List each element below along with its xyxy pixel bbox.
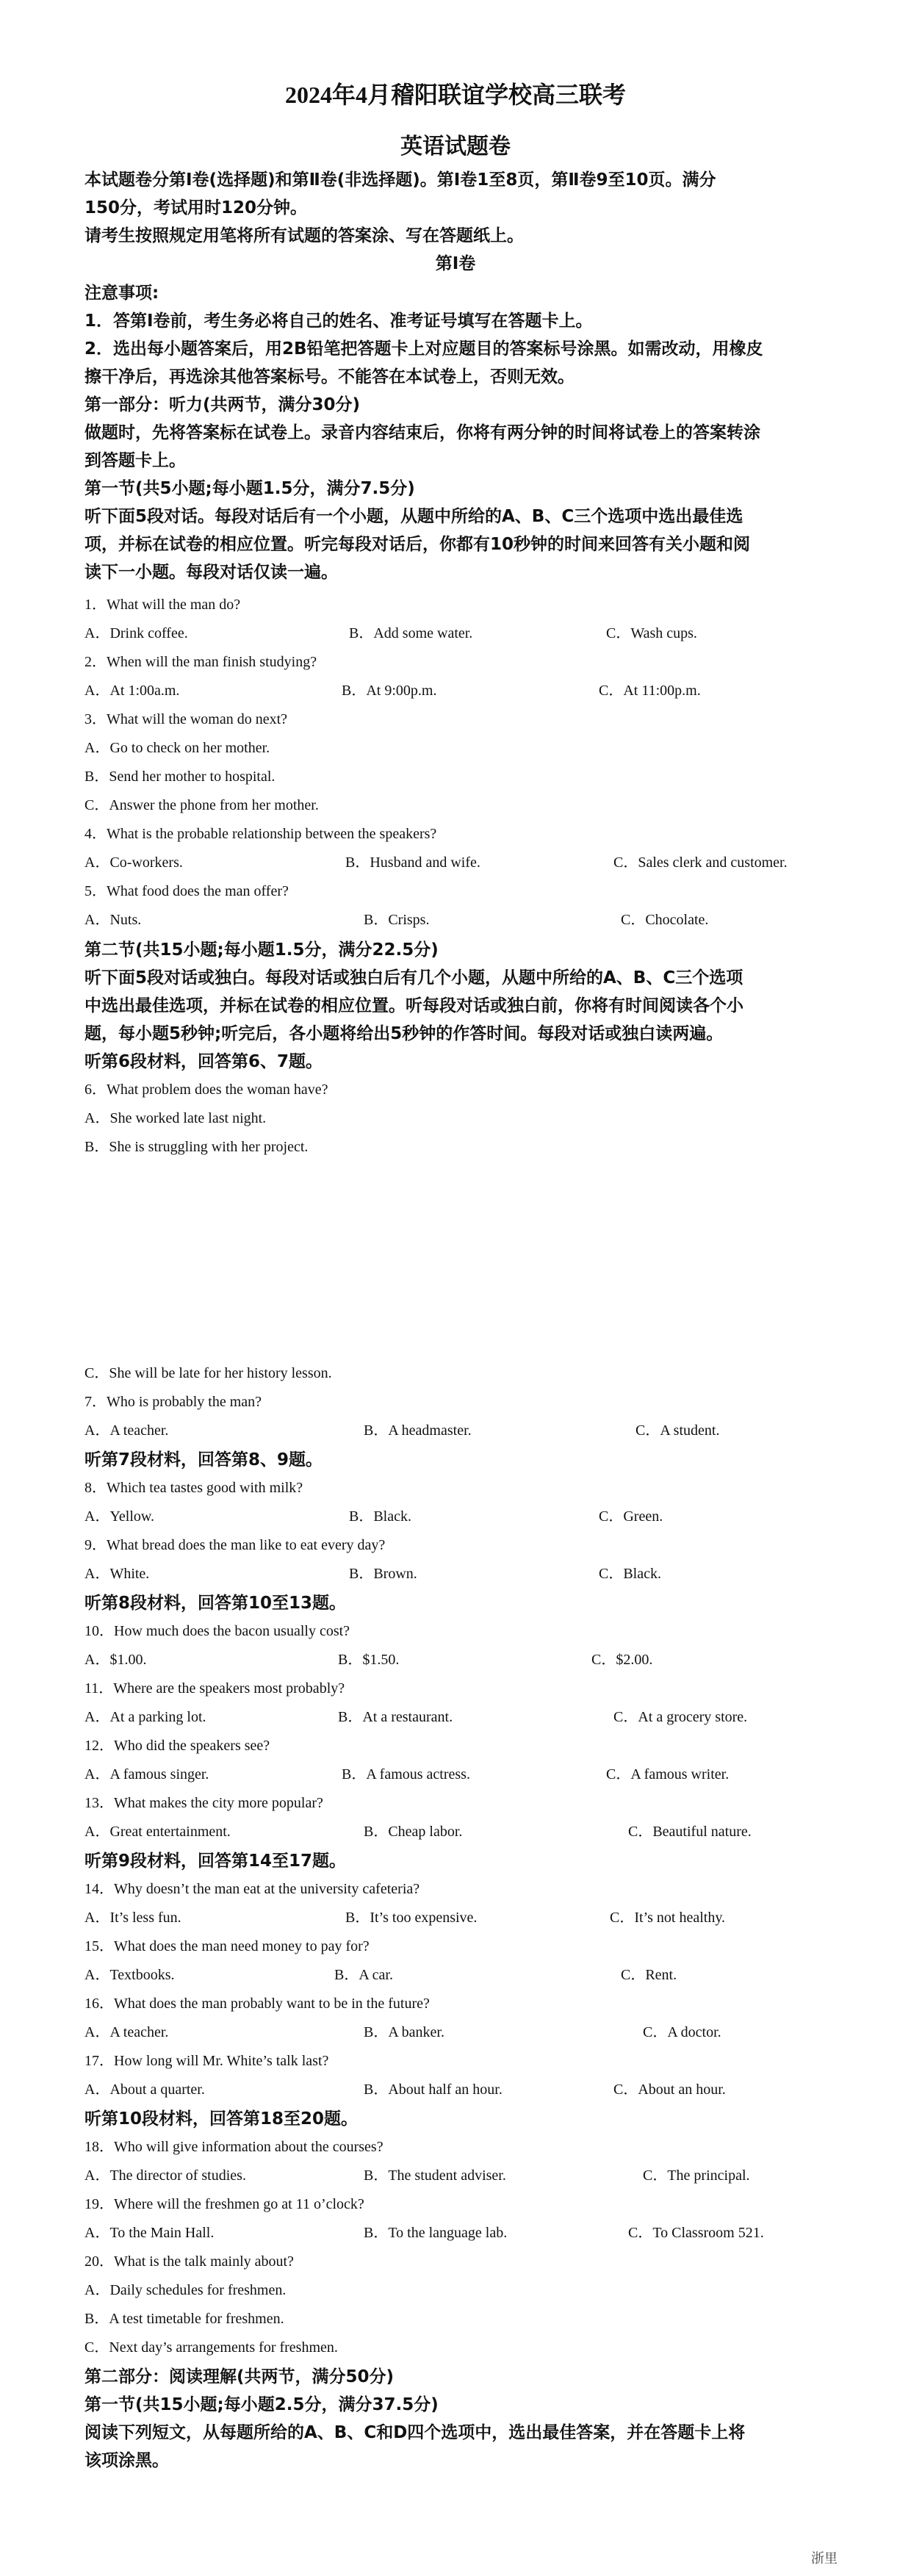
question-20: 20．What is the talk mainly about? [84, 2253, 294, 2270]
q17-option-b: B．About half an hour. [364, 2082, 503, 2098]
section2-instructions: 中选出最佳选项，并标在试卷的相应位置。听每段对话或独白前，你将有时间阅读各个小 [84, 996, 743, 1015]
q15-option-c: C．Rent. [621, 1967, 677, 1983]
question-8: 8．Which tea tastes good with milk? [84, 1480, 303, 1496]
q1-option-b: B．Add some water. [349, 625, 473, 641]
q14-option-c: C．It’s not healthy. [610, 1910, 726, 1926]
question-3: 3．What will the woman do next? [84, 711, 288, 727]
q12-option-a: A．A famous singer. [84, 1766, 209, 1782]
q12-option-b: B．A famous actress. [342, 1766, 470, 1782]
question-12: 12．Who did the speakers see? [84, 1738, 270, 1754]
question-18: 18．Who will give information about the courses? [84, 2139, 384, 2155]
q20-option-c: C．Next day’s arrangements for freshmen. [84, 2339, 338, 2356]
q11-option-c: C．At a grocery store. [613, 1709, 748, 1725]
q14-option-a: A．It’s less fun. [84, 1910, 181, 1926]
part1-instructions: 做题时，先将答案标在试卷上。录音内容结束后，你将有两分钟的时间将试卷上的答案转涂 [84, 423, 760, 442]
q20-option-b: B．A test timetable for freshmen. [84, 2311, 284, 2327]
q2-option-b: B．At 9:00p.m. [342, 683, 437, 699]
question-1: 1．What will the man do? [84, 597, 241, 613]
q10-option-c: C．$2.00. [591, 1652, 653, 1668]
notes-line: 2．选出每小题答案后，用2B铅笔把答题卡上对应题目的答案标号涂黑。如需改动，用橡皮 [84, 339, 763, 359]
notes-line: 擦干净后，再选涂其他答案标号。不能答在本试卷上，否则无效。 [84, 367, 575, 386]
q2-option-a: A．At 1:00a.m. [84, 683, 180, 699]
q3-option-c: C．Answer the phone from her mother. [84, 797, 319, 813]
question-17: 17．How long will Mr. White’s talk last? [84, 2053, 329, 2069]
q5-option-b: B．Crisps. [364, 912, 430, 928]
question-7: 7．Who is probably the man? [84, 1394, 262, 1410]
exam-subtitle: 英语试题卷 [400, 134, 511, 159]
section1-instructions: 听下面5段对话。每段对话后有一个小题，从题中所给的A、B、C三个选项中选出最佳选 [84, 507, 743, 526]
part2-heading: 第二部分：阅读理解(共两节，满分50分) [84, 2367, 395, 2386]
q1-option-a: A．Drink coffee. [84, 625, 188, 641]
q7-option-c: C．A student. [635, 1422, 720, 1439]
q12-option-c: C．A famous writer. [606, 1766, 730, 1782]
q14-option-b: B．It’s too expensive. [345, 1910, 478, 1926]
question-15: 15．What does the man need money to pay for? [84, 1938, 370, 1954]
material-heading: 听第7段材料，回答第8、9题。 [84, 1450, 323, 1469]
material-heading: 听第10段材料，回答第18至20题。 [84, 2109, 359, 2129]
part1-heading: 第一部分：听力(共两节，满分30分) [84, 395, 361, 414]
material-heading: 听第9段材料，回答第14至17题。 [84, 1852, 347, 1871]
q16-option-a: A．A teacher. [84, 2024, 169, 2040]
material-heading: 听第6段材料，回答第6、7题。 [84, 1052, 323, 1071]
part2-section1-heading: 第一节(共15小题;每小题2.5分，满分37.5分) [84, 2395, 439, 2414]
q4-option-b: B．Husband and wife. [345, 855, 480, 871]
q11-option-a: A．At a parking lot. [84, 1709, 206, 1725]
volume-label: 第Ⅰ卷 [435, 254, 476, 273]
part2-instructions: 阅读下列短文，从每题所给的A、B、C和D四个选项中，选出最佳答案，并在答题卡上将 [84, 2423, 746, 2442]
q7-option-a: A．A teacher. [84, 1422, 169, 1439]
q4-option-c: C．Sales clerk and customer. [613, 855, 788, 871]
q19-option-c: C．To Classroom 521. [628, 2225, 764, 2241]
q16-option-c: C．A doctor. [643, 2024, 721, 2040]
q2-option-c: C．At 11:00p.m. [599, 683, 701, 699]
q5-option-c: C．Chocolate. [621, 912, 709, 928]
intro-line: 请考生按照规定用笔将所有试题的答案涂、写在答题纸上。 [84, 226, 524, 245]
part1-instructions: 到答题卡上。 [84, 451, 186, 470]
q3-option-a: A．Go to check on her mother. [84, 740, 270, 756]
section1-instructions: 项，并标在试卷的相应位置。听完每段对话后，你都有10秒钟的时间来回答有关小题和阅 [84, 535, 751, 554]
material-heading: 听第8段材料，回答第10至13题。 [84, 1594, 347, 1613]
q18-option-c: C．The principal. [643, 2167, 750, 2184]
q20-option-a: A．Daily schedules for freshmen. [84, 2282, 287, 2298]
q6-option-b: B．She is struggling with her project. [84, 1139, 309, 1155]
q8-option-a: A．Yellow. [84, 1508, 155, 1525]
notes-heading: 注意事项: [84, 284, 159, 303]
q6-option-c: C．She will be late for her history lesson. [84, 1365, 332, 1381]
q7-option-b: B．A headmaster. [364, 1422, 472, 1439]
q13-option-b: B．Cheap labor. [364, 1824, 463, 1840]
q18-option-b: B．The student adviser. [364, 2167, 506, 2184]
q10-option-a: A．$1.00. [84, 1652, 147, 1668]
q1-option-c: C．Wash cups. [606, 625, 697, 641]
q17-option-c: C．About an hour. [613, 2082, 726, 2098]
section2-heading: 第二节(共15小题;每小题1.5分，满分22.5分) [84, 940, 439, 960]
question-5: 5．What food does the man offer? [84, 883, 289, 899]
q19-option-a: A．To the Main Hall. [84, 2225, 215, 2241]
q13-option-a: A．Great entertainment. [84, 1824, 231, 1840]
q11-option-b: B．At a restaurant. [338, 1709, 453, 1725]
q16-option-b: B．A banker. [364, 2024, 444, 2040]
exam-title: 2024年4月稽阳联谊学校高三联考 [284, 82, 626, 108]
question-4: 4．What is the probable relationship between the speakers? [84, 826, 437, 842]
q9-option-a: A．White. [84, 1566, 150, 1582]
q9-option-c: C．Black. [599, 1566, 661, 1582]
q3-option-b: B．Send her mother to hospital. [84, 769, 276, 785]
q15-option-a: A．Textbooks. [84, 1967, 175, 1983]
question-9: 9．What bread does the man like to eat every day? [84, 1537, 386, 1553]
section1-instructions: 读下一小题。每段对话仅读一遍。 [84, 563, 338, 582]
intro-line: 本试题卷分第Ⅰ卷(选择题)和第Ⅱ卷(非选择题)。第Ⅰ卷1至8页，第Ⅱ卷9至10页。满分 [84, 170, 716, 190]
q19-option-b: B．To the language lab. [364, 2225, 508, 2241]
q9-option-b: B．Brown. [349, 1566, 417, 1582]
question-14: 14．Why doesn’t the man eat at the university cafeteria? [84, 1881, 420, 1897]
section2-instructions: 听下面5段对话或独白。每段对话或独白后有几个小题，从题中所给的A、B、C三个选项 [84, 968, 743, 987]
question-13: 13．What makes the city more popular? [84, 1795, 323, 1811]
question-16: 16．What does the man probably want to be in the future? [84, 1996, 430, 2012]
q8-option-c: C．Green. [599, 1508, 663, 1525]
q10-option-b: B．$1.50. [338, 1652, 400, 1668]
section1-heading: 第一节(共5小题;每小题1.5分，满分7.5分) [84, 479, 415, 498]
section2-instructions: 题，每小题5秒钟;听完后，各小题将给出5秒钟的作答时间。每段对话或独白读两遍。 [84, 1024, 724, 1043]
footer-watermark: 浙里 [811, 2551, 838, 2566]
question-19: 19．Where will the freshmen go at 11 o’clock? [84, 2196, 364, 2212]
q15-option-b: B．A car. [334, 1967, 393, 1983]
q5-option-a: A．Nuts. [84, 912, 142, 928]
question-6: 6．What problem does the woman have? [84, 1082, 328, 1098]
intro-line: 150分，考试用时120分钟。 [84, 198, 308, 217]
q6-option-a: A．She worked late last night. [84, 1110, 267, 1126]
q8-option-b: B．Black. [349, 1508, 411, 1525]
question-11: 11．Where are the speakers most probably? [84, 1680, 345, 1697]
q17-option-a: A．About a quarter. [84, 2082, 205, 2098]
q13-option-c: C．Beautiful nature. [628, 1824, 752, 1840]
notes-line: 1．答第Ⅰ卷前，考生务必将自己的姓名、准考证号填写在答题卡上。 [84, 312, 593, 331]
q18-option-a: A．The director of studies. [84, 2167, 246, 2184]
q4-option-a: A．Co-workers. [84, 855, 183, 871]
question-2: 2．When will the man finish studying? [84, 654, 317, 670]
question-10: 10．How much does the bacon usually cost? [84, 1623, 350, 1639]
part2-instructions: 该项涂黑。 [84, 2451, 169, 2470]
